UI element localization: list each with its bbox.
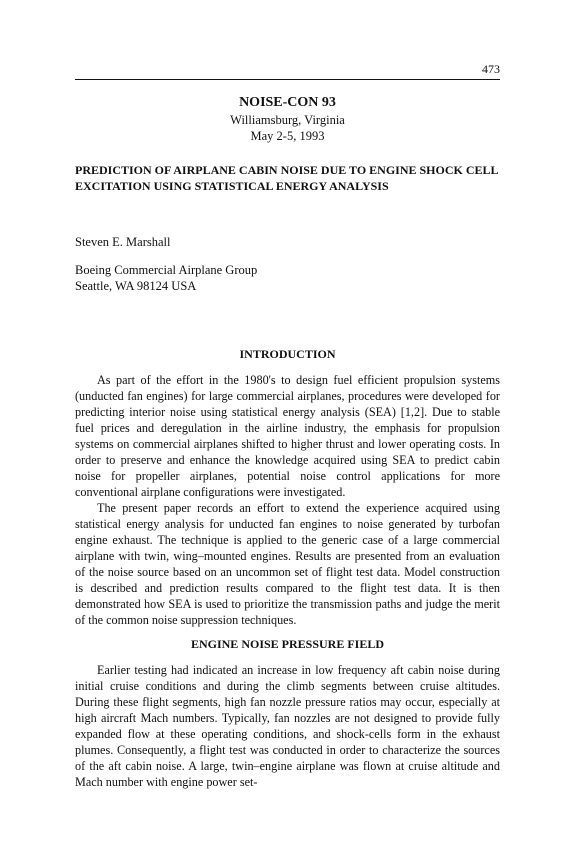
engine-noise-body [75,662,500,790]
section-heading-introduction: INTRODUCTION [239,347,336,361]
conference-location: Williamsburg, Virginia [230,113,345,127]
page-number: 473 [482,62,500,76]
conference-name: NOISE-CON 93 [239,95,336,110]
author-affiliation [75,262,257,294]
introduction-paragraph-2: The present paper records an effort to extend the experience acquired using statistical energy analysis for unducted fan engines to noise generated by turbofan engine exhaust. The technique is applied to the generic case of a large commercial airplane with twin, wing–mounted engines. Results are presented from an evaluation of the noise source based on an uncommon set of flight test data. Model construction is described and prediction results compared to the flight test data. It is then demonstrated how SEA is used to prioritize the transmission paths and judge the merit of the common noise suppression techniques. [75,501,500,627]
affiliation-organization: Boeing Commercial Airplane Group [75,263,258,277]
introduction-body [75,372,500,628]
affiliation-address: Seattle, WA 98124 USA [75,279,197,293]
engine-noise-paragraph-1: Earlier testing had indicated an increase in low frequency aft cabin noise during initial cruise conditions and during the climb segments between cruise altitudes. During these flight segments, high fan nozzle pressure ratios may occur, especially at high aircraft Mach numbers. Typically, fan nozzles are not designed to provide fully expanded flow at these operating conditions, and shock-cells form in the exhaust plumes. Consequently, a flight test was conducted in order to characterize the sources of the aft cabin noise. A large, twin–engine airplane was flown at cruise altitude and Mach number with engine power set- [75,663,500,789]
introduction-paragraph-1: As part of the effort in the 1980's to design fuel efficient propulsion systems (unducted fan engines) for large commercial airplanes, procedures were developed for predicting interior noise using statistical energy analysis (SEA) [1,2]. Due to stable fuel prices and deregulation in the airline industry, the emphasis for propulsion systems on commercial airplanes shifted to higher thrust and lower operating costs. In order to preserve and enhance the knowledge acquired using SEA to predict cabin noise for propeller airplanes, potential noise control applications for more conventional airplane configurations were investigated. [75,373,500,499]
header-rule [75,79,500,80]
section-heading-engine-noise: ENGINE NOISE PRESSURE FIELD [190,637,385,651]
conference-dates: May 2-5, 1993 [250,129,325,143]
conference-block [75,94,500,144]
author-name: Steven E. Marshall [75,235,171,249]
paper-title: PREDICTION OF AIRPLANE CABIN NOISE DUE TO ENGINE SHOCK CELL EXCITATION USING STATISTICAL ENERGY ANALYSIS [75,163,498,193]
